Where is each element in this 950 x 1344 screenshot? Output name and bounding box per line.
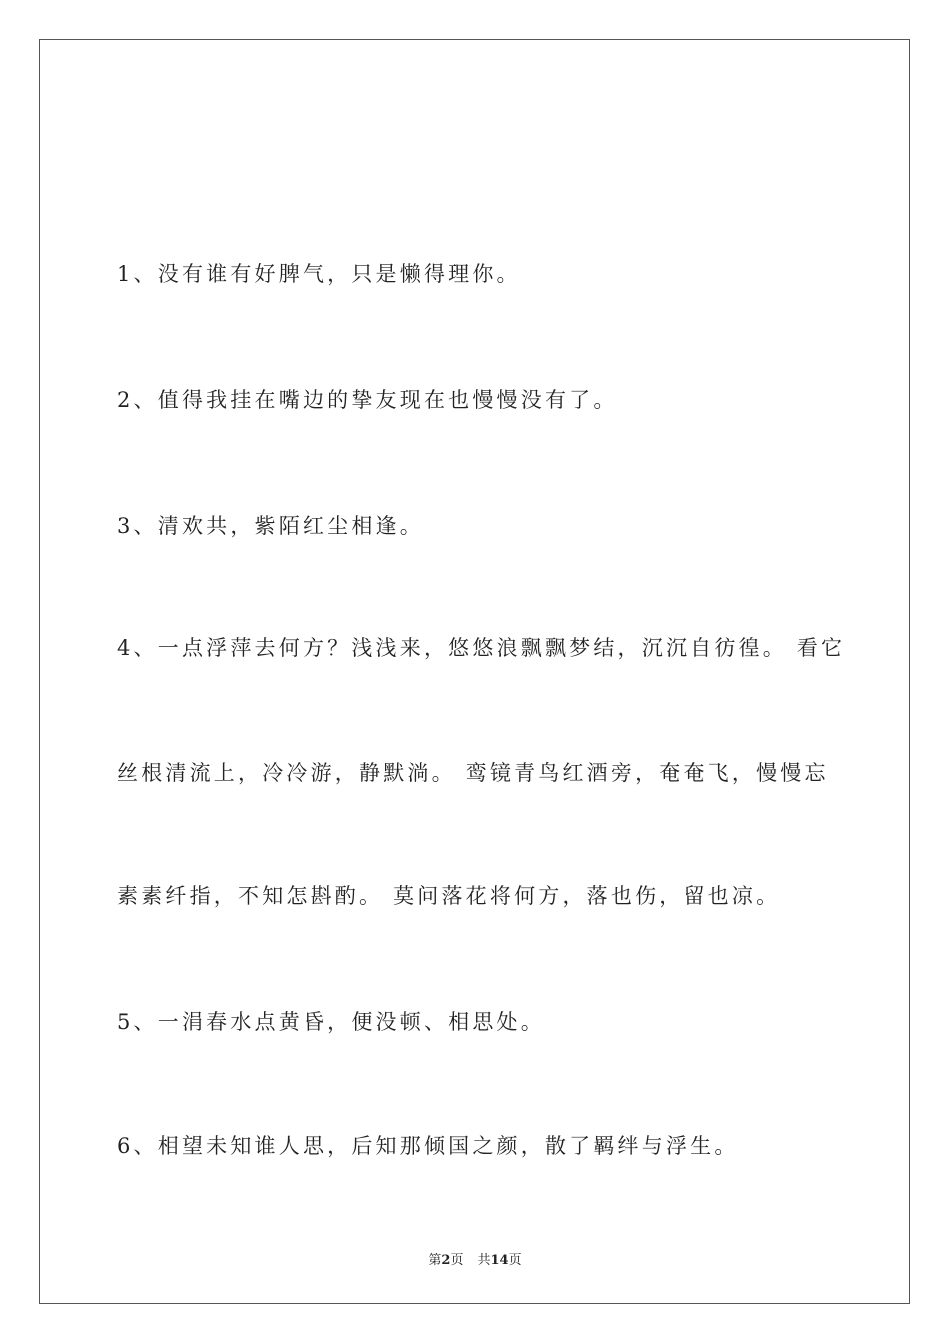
text-line-6: 素素纤指，不知怎斟酌。 莫问落花将何方，落也伤，留也凉。: [117, 884, 781, 908]
page-unit: 页: [450, 1253, 464, 1268]
page-prefix: 第: [428, 1253, 442, 1268]
text-line-7: 5、一涓春水点黄昏，便没顿、相思处。: [117, 1010, 545, 1034]
total-prefix: 共: [477, 1253, 491, 1268]
page-total: 14: [490, 1253, 509, 1268]
page-current: 2: [441, 1253, 451, 1268]
text-line-2: 2、值得我挂在嘴边的挚友现在也慢慢没有了。: [117, 388, 618, 412]
page-footer: [0, 1249, 950, 1268]
text-line-3: 3、清欢共，紫陌红尘相逢。: [117, 514, 424, 538]
text-line-1: 1、没有谁有好脾气，只是懒得理你。: [117, 262, 521, 286]
page-frame: [39, 39, 910, 1304]
total-unit: 页: [508, 1253, 522, 1268]
text-line-5: 丝根清流上，冷冷游，静默淌。 鸾镜青鸟红酒旁，奄奄飞，慢慢忘: [117, 761, 829, 785]
text-line-8: 6、相望未知谁人思，后知那倾国之颜，散了羁绊与浮生。: [117, 1134, 739, 1158]
text-line-4: 4、一点浮萍去何方？浅浅来，悠悠浪飘飘梦结，沉沉自彷徨。 看它: [117, 636, 846, 660]
